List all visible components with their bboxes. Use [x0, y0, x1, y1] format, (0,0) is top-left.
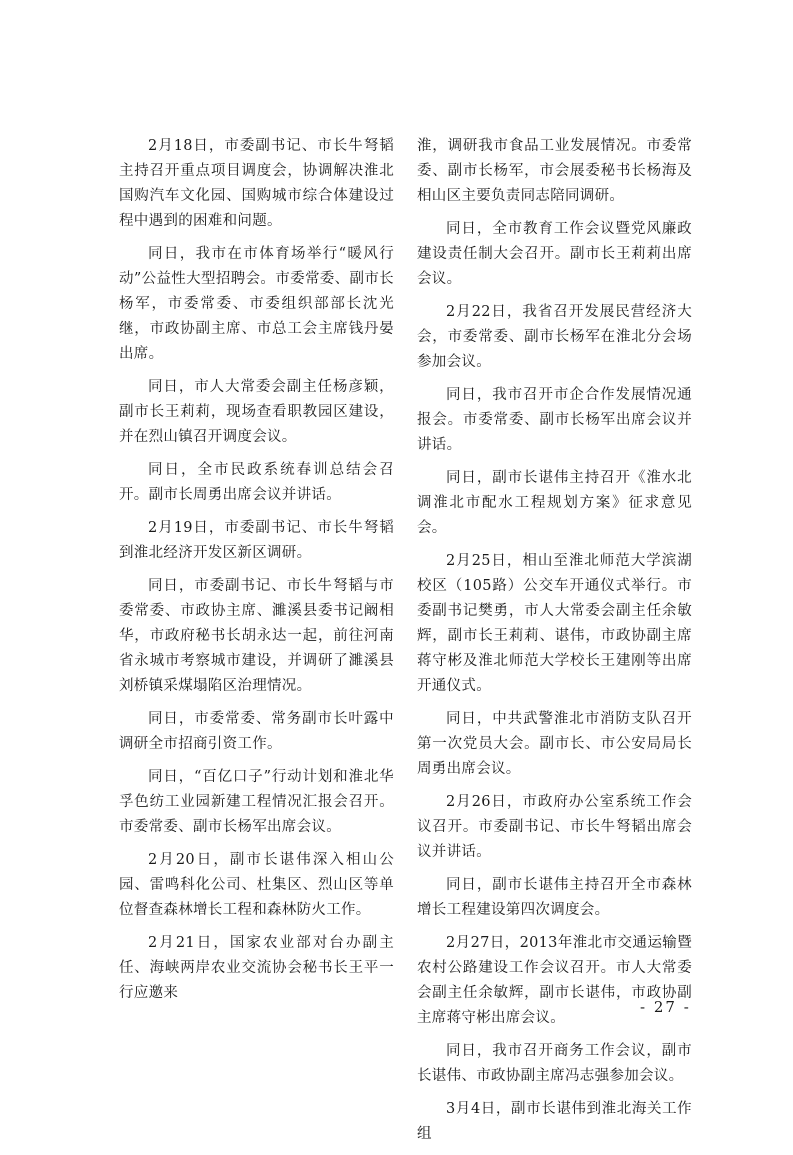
paragraph: 同日，全市民政系统春训总结会召开。副市长周勇出席会议并讲话。	[119, 462, 394, 503]
paragraph: 同日，我市召开商务工作会议，副市长谌伟、市政协副主席冯志强参加会议。	[417, 1043, 692, 1084]
paragraph: 2月20日，副市长谌伟深入相山公园、雷鸣科化公司、杜集区、烈山区等单位督查森林增长工程和森林防火工作。	[119, 852, 394, 918]
paragraph: 同日，我市在市体育场举行“暖风行动”公益性大型招聘会。市委常委、副市长杨军，市委常委、市委组织部部长沈光继，市政协副主席、市总工会主席钱丹晏出席。	[119, 246, 394, 362]
paragraph: 2月22日，我省召开发展民营经济大会，市委常委、副市长杨军在淮北分会场参加会议。	[417, 304, 692, 370]
paragraph: 同日，全市教育工作会议暨党风廉政建设责任制大会召开。副市长王莉莉出席会议。	[417, 221, 692, 287]
paragraph: 2月26日，市政府办公室系统工作会议召开。市委副书记、市长牛弩韬出席会议并讲话。	[417, 794, 692, 860]
paragraph: 2月18日，市委副书记、市长牛弩韬主持召开重点项目调度会，协调解决淮北国购汽车文化园、国购城市综合体建设过程中遇到的困难和问题。	[119, 138, 394, 229]
paragraph: 同日，中共武警淮北市消防支队召开第一次党员大会。副市长、市公安局局长周勇出席会议。	[417, 711, 692, 777]
paragraph-continuation: 淮，调研我市食品工业发展情况。市委常委、副市长杨军，市会展委秘书长杨海及相山区主要负责同志陪同调研。	[417, 138, 692, 204]
paragraph: 同日，“百亿口子”行动计划和淮北华孚色纺工业园新建工程情况汇报会召开。市委常委、副市长杨军出席会议。	[119, 769, 394, 835]
paragraph: 同日，副市长谌伟主持召开《淮水北调淮北市配水工程规划方案》征求意见会。	[417, 470, 692, 536]
paragraph: 同日，副市长谌伟主持召开全市森林增长工程建设第四次调度会。	[417, 877, 692, 918]
paragraph: 3月4日，副市长谌伟到淮北海关工作组	[417, 1101, 692, 1142]
left-column	[119, 134, 394, 1014]
paragraph: 同日，市人大常委会副主任杨彦颖，副市长王莉莉，现场查看职教园区建设，并在烈山镇召开调度会议。	[119, 379, 394, 445]
page-number: - 27 -	[640, 998, 691, 1016]
paragraph: 同日，市委常委、常务副市长叶露中调研全市招商引资工作。	[119, 711, 394, 752]
paragraph: 2月21日，国家农业部对台办副主任、海峡两岸农业交流协会秘书长王平一行应邀来	[119, 935, 394, 1001]
paragraph: 2月19日，市委副书记、市长牛弩韬到淮北经济开发区新区调研。	[119, 520, 394, 561]
paragraph: 同日，市委副书记、市长牛弩韬与市委常委、市政协主席、濉溪县委书记阚相华，市政府秘书长胡永达一起，前往河南省永城市考察城市建设，并调研了濉溪县刘桥镇采煤塌陷区治理情况。	[119, 578, 394, 694]
paragraph: 同日，我市召开市企合作发展情况通报会。市委常委、副市长杨军出席会议并讲话。	[417, 387, 692, 453]
paragraph: 2月27日，2013年淮北市交通运输暨农村公路建设工作会议召开。市人大常委会副主任余敏辉，副市长谌伟，市政协副主席蒋守彬出席会议。	[417, 935, 692, 1026]
paragraph: 2月25日，相山至淮北师范大学滨湖校区（105路）公交车开通仪式举行。市委副书记樊勇，市人大常委会副主任余敏辉，副市长王莉莉、谌伟，市政协副主席蒋守彬及淮北师范大学校长王建刚等出席开通仪式。	[417, 553, 692, 694]
